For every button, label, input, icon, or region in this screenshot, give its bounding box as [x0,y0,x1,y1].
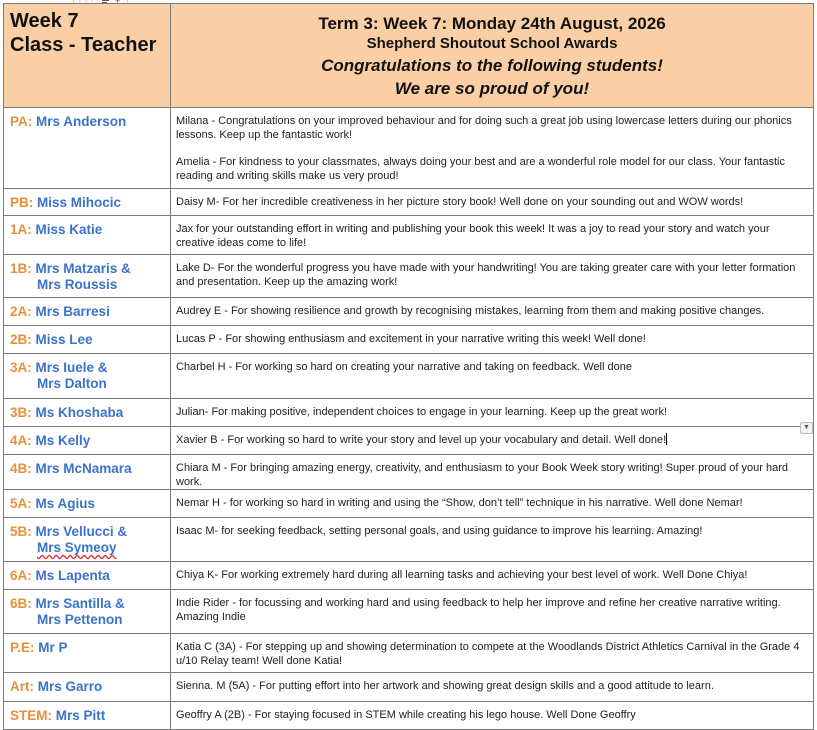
table-row [4,455,814,490]
teacher-name: Mrs Garro [37,679,103,694]
header-title-cell[interactable] [171,4,814,108]
class-code: PA: [10,114,33,129]
teacher-name: Mrs Iuele & [35,360,108,375]
table-row [4,702,814,730]
teacher-name: Mrs Barresi [35,304,110,319]
comment-text: Xavier B - For working so hard to write your story and level up your vocabulary and detail. Well done! [176,434,667,446]
comment-cell[interactable] [171,427,814,455]
table-row [4,562,814,590]
table-row [4,354,814,399]
table-row [4,490,814,518]
table-row [4,189,814,216]
teacher-name: Ms Lapenta [35,568,110,583]
comment-text: Katia C (3A) - For stepping up and showing determination to compete at the Woodlands District Athletics Carnival in the Grade 4 u/10 Relay team! Well done Katia! [176,641,800,667]
teacher-name: Ms Agius [35,496,96,511]
table-row [4,255,814,298]
class-code: STEM: [10,708,52,723]
comment-cell[interactable] [171,490,814,518]
class-code: PB: [10,195,34,210]
teacher-name: Mrs Pitt [55,708,106,723]
comment-text: Lake D- For the wonderful progress you have made with your handwriting! You are taking greater care with your letter formation and presentation. Keep up the amazing work! [176,262,796,288]
comment-cell[interactable] [171,562,814,590]
class-code: 6B: [10,596,32,611]
chevron-down-icon[interactable]: ▼ [800,422,813,434]
comment-text: Isaac M- for seeking feedback, setting personal goals, and using guidance to improve his learning. Amazing! [176,525,703,537]
comment-text: Chiya K- For working extremely hard during all learning tasks and achieving your best level of work. Well Done Chiya! [176,569,748,581]
teacher-name: Mrs Santilla & [35,596,125,611]
class-code: 5A: [10,496,32,511]
class-cell[interactable] [4,562,171,590]
class-code: 4B: [10,461,32,476]
proud-line: We are so proud of you! [394,79,590,98]
teacher-name: Miss Mihocic [37,195,122,210]
class-cell[interactable] [4,518,171,562]
comment-cell[interactable] [171,255,814,298]
teacher-name-2: Mrs Roussis [37,277,118,292]
class-cell[interactable] [4,673,171,702]
comment-text: Amelia - For kindness to your classmates, always doing your best and are a wonderful role model for our class. Your fantastic reading and writing skills make us very proud! [176,156,785,182]
teacher-name: Ms Kelly [35,433,91,448]
comment-cell[interactable] [171,216,814,255]
comment-cell[interactable] [171,518,814,562]
class-code: 2A: [10,304,32,319]
table-row [4,108,814,189]
comment-text: Audrey E - For showing resilience and growth by recognising mistakes, learning from them and making positive changes. [176,305,765,317]
class-cell[interactable] [4,298,171,326]
class-cell[interactable] [4,427,171,455]
teacher-name: Mrs Anderson [36,114,127,129]
class-cell[interactable] [4,399,171,427]
class-cell[interactable] [4,354,171,399]
class-cell[interactable] [4,189,171,216]
class-cell[interactable] [4,634,171,673]
comment-text: Charbel H - For working so hard on creating your narrative and taking on feedback. Well done [176,361,632,373]
comment-cell[interactable] [171,298,814,326]
comment-cell[interactable] [171,354,814,399]
week-label: Week 7 [10,10,79,32]
comment-text: Sienna. M (5A) - For putting effort into her artwork and showing great design skills and a good attitude to learn. [176,680,714,692]
class-cell[interactable] [4,255,171,298]
class-cell[interactable] [4,702,171,730]
comment-cell[interactable] [171,326,814,354]
table-row [4,634,814,673]
class-code: 3B: [10,405,32,420]
comment-text: Daisy M- For her incredible creativeness in her picture story book! Well done on your sounding out and WOW words! [176,196,744,208]
comment-text: Indie Rider - for focussing and working hard and using feedback to help her improve and refine her creative narrative writing. Amazing Indie [176,597,781,623]
comment-text: Geoffry A (2B) - For staying focused in STEM while creating his lego house. Well Done Geoffry [176,709,636,721]
teacher-name: Miss Lee [35,332,93,347]
class-code: 2B: [10,332,32,347]
teacher-name: Ms Khoshaba [35,405,124,420]
teacher-name: Mrs Matzaris & [35,261,131,276]
class-cell[interactable] [4,590,171,634]
class-code: 5B: [10,524,32,539]
table-row [4,673,814,702]
comment-cell[interactable] [171,702,814,730]
comment-text: Chiara M - For bringing amazing energy, creativity, and enthusiasm to your Book Week story writing! Super proud of your hard work. [176,462,789,488]
table-row [4,399,814,427]
comment-text: Milana - Congratulations on your improved behaviour and for doing such a great job using lowercase letters during our phonics lessons. Keep up the fantastic work! [176,115,792,141]
comment-cell[interactable] [171,455,814,490]
comment-text: Nemar H - for working so hard in writing and using the “Show, don’t tell” technique in his narrative. Well done Nemar! [176,497,743,509]
term-date-title: Term 3: Week 7: Monday 24th August, 2026 [318,14,666,33]
comment-cell[interactable] [171,108,814,189]
class-cell[interactable] [4,108,171,189]
table-row [4,216,814,255]
comment-cell[interactable] [171,634,814,673]
header-left-cell[interactable] [4,4,171,108]
text-cursor [666,433,667,445]
comment-cell[interactable] [171,590,814,634]
teacher-name-2: Mrs Pettenon [37,612,123,627]
table-row [4,298,814,326]
class-code: P.E: [10,640,35,655]
comment-text: Jax for your outstanding effort in writing and publishing your book this week! It was a joy to read your story and watch your creative ideas come to life! [176,223,770,249]
teacher-name: Mr P [38,640,68,655]
class-code: 4A: [10,433,32,448]
table-row [4,590,814,634]
comment-text: Julian- For making positive, independent choices to engage in your learning. Keep up the great work! [176,406,668,418]
class-code: Art: [10,679,34,694]
class-cell[interactable] [4,490,171,518]
table-row [4,518,814,562]
teacher-name: Mrs McNamara [35,461,132,476]
class-teacher-label: Class - Teacher [10,34,157,56]
comment-text: Lucas P - For showing enthusiasm and excitement in your narrative writing this week! Well done! [176,333,646,345]
teacher-name: Miss Katie [35,222,103,237]
awards-title: Shepherd Shoutout School Awards [366,35,618,52]
comment-cell[interactable] [171,673,814,702]
class-code: 3A: [10,360,32,375]
class-cell[interactable] [4,216,171,255]
header-row [4,4,814,108]
teacher-name-2: Mrs Dalton [37,376,107,391]
table-row [4,427,814,455]
awards-table [3,3,814,730]
class-cell[interactable] [4,455,171,490]
congrats-line: Congratulations to the following students! [321,56,663,75]
comment-cell[interactable] [171,399,814,427]
class-code: 1B: [10,261,32,276]
table-row [4,326,814,354]
class-code: 1A: [10,222,32,237]
comment-cell[interactable] [171,189,814,216]
class-code: 6A: [10,568,32,583]
teacher-name-2: Mrs Symeoy [37,540,117,555]
class-cell[interactable] [4,326,171,354]
teacher-name: Mrs Vellucci & [35,524,128,539]
